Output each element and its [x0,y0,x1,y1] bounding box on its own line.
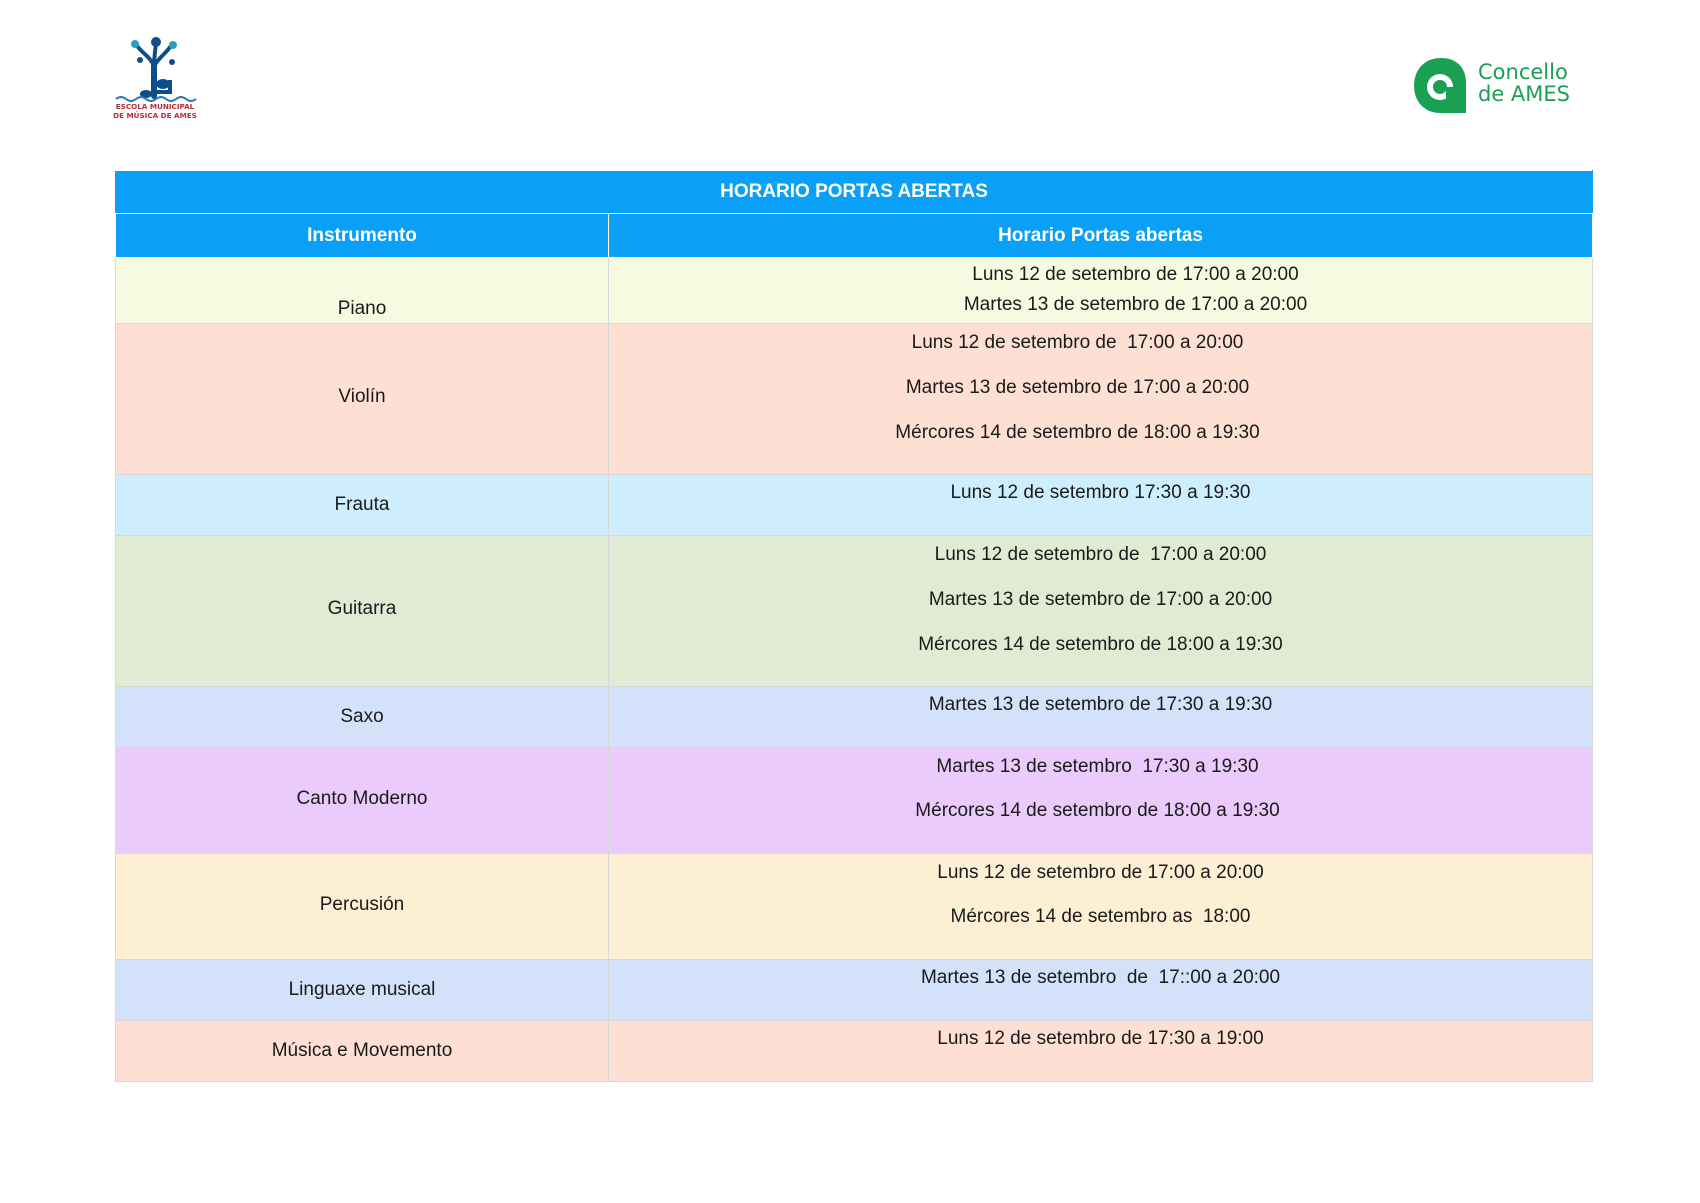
table-header-row [116,214,1593,258]
music-tree-icon [110,36,200,102]
table-row [116,960,1593,1021]
council-logo [1410,55,1580,117]
table-row [116,748,1593,854]
instrument-name: Linguaxe musical [288,979,436,1000]
schedule-slot: Luns 12 de setembro de 17:00 a 20:00 [934,544,1267,565]
instrument-cell [116,1021,609,1082]
schedule-cell [609,687,1593,748]
schedule-slot: Luns 12 de setembro de 17:00 a 20:00 [972,264,1299,285]
council-a-icon [1410,55,1472,117]
instrument-cell [116,854,609,960]
table-row [116,854,1593,960]
schedule-slot: Martes 13 de setembro de 17:00 a 20:00 [928,589,1273,610]
school-logo-text: ESCOLA MUNICIPAL DE MÚSICA DE AMES [113,102,197,120]
instrument-cell [116,258,609,324]
schedule-cell [609,1021,1593,1082]
instrument-name: Saxo [340,706,384,727]
schedule-cell [609,854,1593,960]
instrument-cell [116,687,609,748]
schedule-slot: Luns 12 de setembro de 17:00 a 20:00 [911,332,1244,353]
instrument-name: Frauta [334,494,390,515]
council-logo-text: Concello de AMES [1478,60,1571,106]
instrument-name: Piano [337,298,387,319]
schedule-slot: Mércores 14 de setembro as 18:00 [950,906,1251,927]
schedule-slot: Martes 13 de setembro de 17::00 a 20:00 [920,967,1281,988]
instrument-name: Música e Movemento [271,1040,453,1061]
header-schedule: Horario Portas abertas [609,214,1593,258]
instrument-cell [116,748,609,854]
table-row [116,687,1593,748]
table-title-row [116,171,1593,214]
schedule-table [115,170,1593,1082]
table-row [116,258,1593,324]
schedule-slot: Martes 13 de setembro 17:30 a 19:30 [936,756,1259,777]
schedule-cell [609,258,1593,324]
schedule-cell [609,475,1593,536]
instrument-name: Guitarra [327,598,397,619]
schedule-cell [609,536,1593,687]
instrument-name: Canto Moderno [296,788,428,809]
schedule-cell [609,960,1593,1021]
schedule-cell [609,324,1593,475]
schedule-slot: Luns 12 de setembro de 17:30 a 19:00 [937,1028,1264,1049]
instrument-cell [116,475,609,536]
schedule-slot: Mércores 14 de setembro de 18:00 a 19:30 [895,422,1260,443]
instrument-name: Violín [338,386,386,407]
header-instrument: Instrumento [116,214,609,258]
table-row [116,536,1593,687]
instrument-name: Percusión [319,894,405,915]
instrument-cell [116,960,609,1021]
instrument-cell [116,536,609,687]
schedule-slot: Luns 12 de setembro 17:30 a 19:30 [950,482,1251,503]
schedule-slot: Martes 13 de setembro de 17:30 a 19:30 [928,694,1273,715]
table-title: HORARIO PORTAS ABERTAS [116,171,1593,214]
schedule-slot: Martes 13 de setembro de 17:00 a 20:00 [963,294,1308,315]
instrument-cell [116,324,609,475]
schedule-slot: Mércores 14 de setembro de 18:00 a 19:30 [918,634,1283,655]
schedule-slot: Martes 13 de setembro de 17:00 a 20:00 [905,377,1250,398]
schedule-slot: Luns 12 de setembro de 17:00 a 20:00 [937,862,1264,883]
schedule-slot: Mércores 14 de setembro de 18:00 a 19:30 [915,800,1280,821]
table-row [116,475,1593,536]
school-logo [110,36,200,124]
table-row [116,324,1593,475]
schedule-cell [609,748,1593,854]
table-row [116,1021,1593,1082]
